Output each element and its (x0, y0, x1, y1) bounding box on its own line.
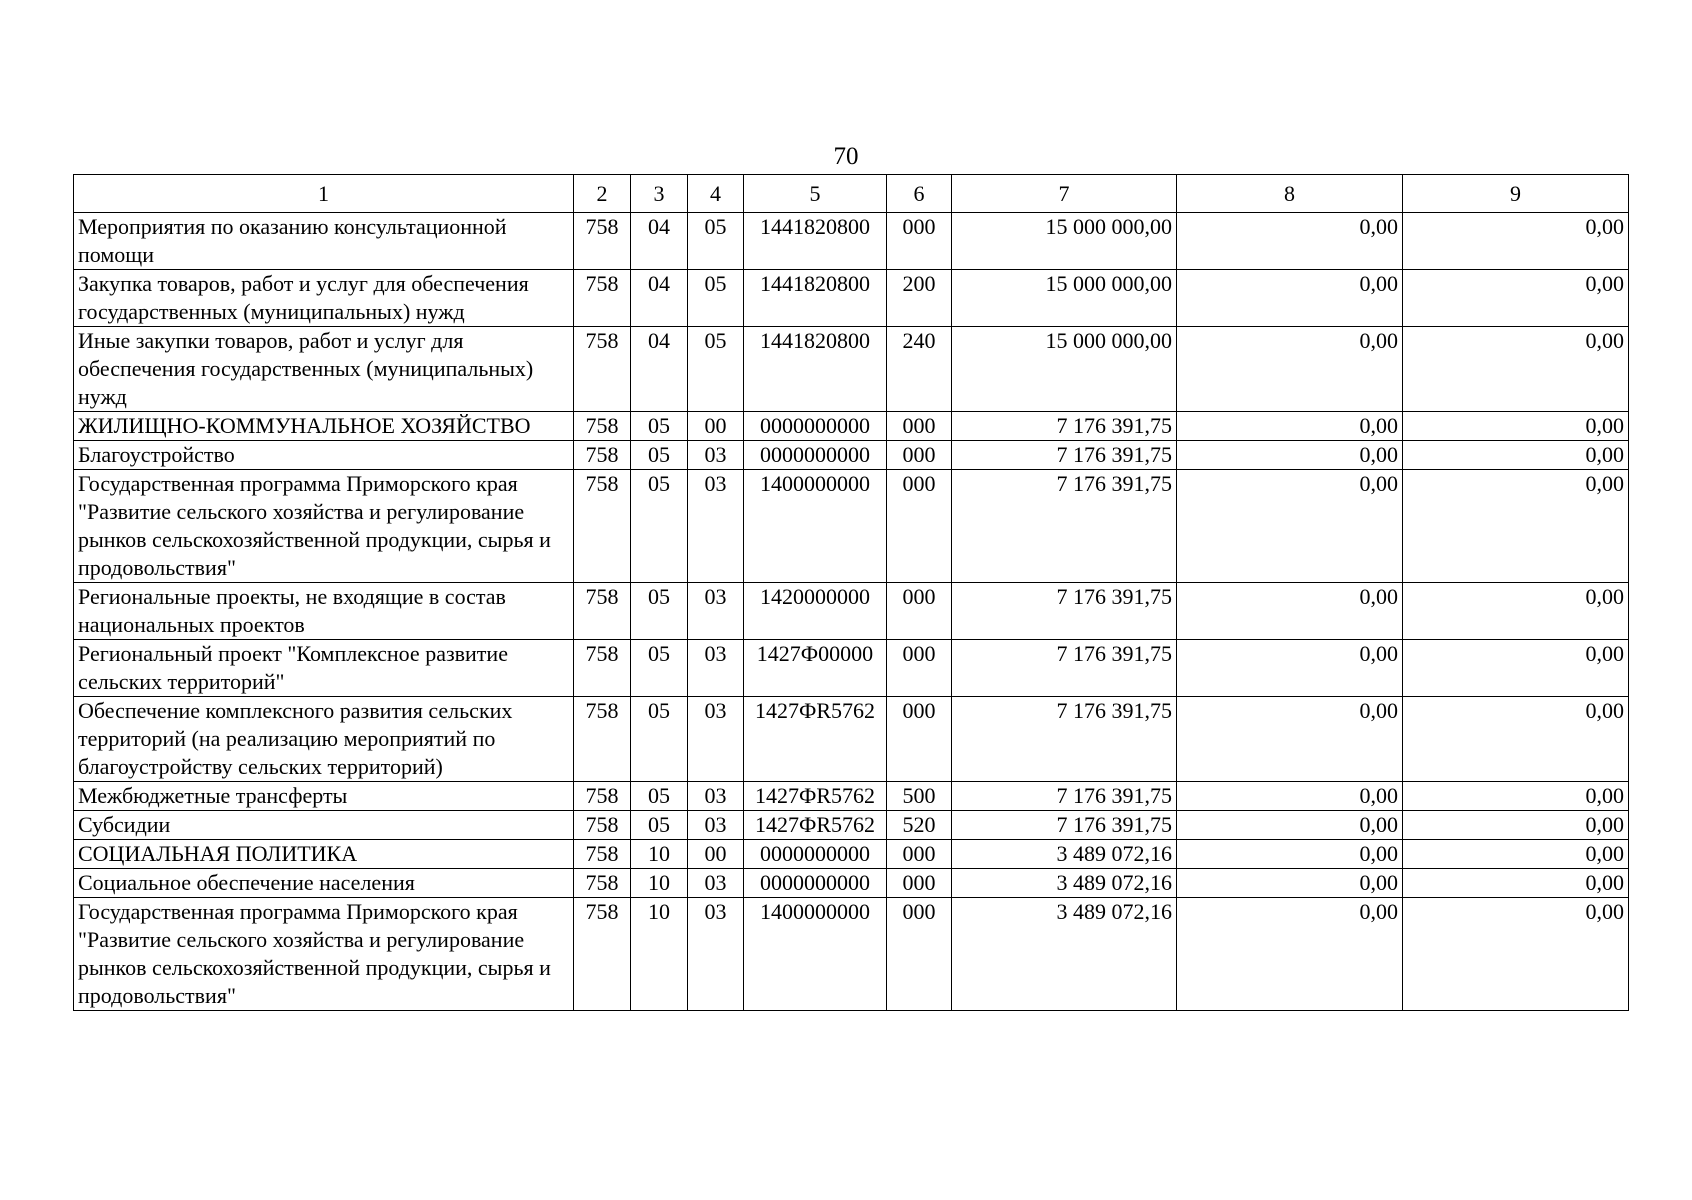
amount-column-9-cell: 0,00 (1403, 441, 1629, 470)
column-header: 9 (1403, 175, 1629, 213)
code-column-2-cell: 758 (574, 840, 631, 869)
table-row (74, 840, 1629, 869)
code-column-3-cell: 10 (631, 898, 688, 1011)
code-column-4-cell: 03 (688, 811, 744, 840)
code-column-4-cell: 00 (688, 412, 744, 441)
amount-column-7-cell: 3 489 072,16 (952, 869, 1177, 898)
page-number: 70 (833, 143, 859, 170)
amount-column-7-cell: 7 176 391,75 (952, 470, 1177, 583)
code-column-6-cell: 000 (887, 869, 952, 898)
table-row (74, 811, 1629, 840)
amount-column-8-cell: 0,00 (1177, 811, 1403, 840)
code-column-6-cell: 240 (887, 327, 952, 412)
amount-column-7-cell: 7 176 391,75 (952, 412, 1177, 441)
table-row (74, 412, 1629, 441)
row-name-cell: Региональные проекты, не входящие в состав национальных проектов (74, 583, 574, 640)
budget-table (73, 174, 1629, 1011)
code-column-5-cell: 1441820800 (744, 327, 887, 412)
code-column-5-cell: 1400000000 (744, 470, 887, 583)
amount-column-9-cell: 0,00 (1403, 640, 1629, 697)
code-column-2-cell: 758 (574, 470, 631, 583)
code-column-4-cell: 03 (688, 869, 744, 898)
amount-column-8-cell: 0,00 (1177, 327, 1403, 412)
column-header: 8 (1177, 175, 1403, 213)
code-column-3-cell: 05 (631, 782, 688, 811)
code-column-2-cell: 758 (574, 869, 631, 898)
amount-column-7-cell: 7 176 391,75 (952, 640, 1177, 697)
code-column-6-cell: 000 (887, 412, 952, 441)
amount-column-8-cell: 0,00 (1177, 869, 1403, 898)
amount-column-8-cell: 0,00 (1177, 697, 1403, 782)
column-header: 2 (574, 175, 631, 213)
amount-column-7-cell: 15 000 000,00 (952, 213, 1177, 270)
amount-column-8-cell: 0,00 (1177, 640, 1403, 697)
code-column-3-cell: 04 (631, 213, 688, 270)
table-row (74, 470, 1629, 583)
column-header: 4 (688, 175, 744, 213)
row-name-cell: Благоустройство (74, 441, 574, 470)
amount-column-8-cell: 0,00 (1177, 470, 1403, 583)
header-row (74, 175, 1629, 213)
code-column-4-cell: 03 (688, 583, 744, 640)
amount-column-8-cell: 0,00 (1177, 840, 1403, 869)
code-column-6-cell: 000 (887, 697, 952, 782)
code-column-3-cell: 05 (631, 441, 688, 470)
column-header: 5 (744, 175, 887, 213)
code-column-2-cell: 758 (574, 213, 631, 270)
table-row (74, 898, 1629, 1011)
row-name-cell: Государственная программа Приморского края "Развитие сельского хозяйства и регулирование рынков сельскохозяйственной продукции, сырья и продовольствия" (74, 470, 574, 583)
code-column-5-cell: 1427ФR5762 (744, 697, 887, 782)
amount-column-9-cell: 0,00 (1403, 270, 1629, 327)
amount-column-8-cell: 0,00 (1177, 270, 1403, 327)
amount-column-9-cell: 0,00 (1403, 697, 1629, 782)
code-column-3-cell: 05 (631, 697, 688, 782)
code-column-6-cell: 500 (887, 782, 952, 811)
amount-column-7-cell: 15 000 000,00 (952, 327, 1177, 412)
amount-column-8-cell: 0,00 (1177, 412, 1403, 441)
code-column-5-cell: 0000000000 (744, 869, 887, 898)
amount-column-9-cell: 0,00 (1403, 898, 1629, 1011)
amount-column-9-cell: 0,00 (1403, 470, 1629, 583)
code-column-4-cell: 03 (688, 441, 744, 470)
code-column-4-cell: 03 (688, 782, 744, 811)
code-column-5-cell: 1441820800 (744, 213, 887, 270)
row-name-cell: Закупка товаров, работ и услуг для обеспечения государственных (муниципальных) нужд (74, 270, 574, 327)
table-row (74, 213, 1629, 270)
table-row (74, 583, 1629, 640)
table-row (74, 441, 1629, 470)
amount-column-9-cell: 0,00 (1403, 583, 1629, 640)
code-column-4-cell: 03 (688, 640, 744, 697)
code-column-2-cell: 758 (574, 898, 631, 1011)
table-row (74, 640, 1629, 697)
amount-column-9-cell: 0,00 (1403, 811, 1629, 840)
code-column-3-cell: 05 (631, 583, 688, 640)
row-name-cell: Иные закупки товаров, работ и услуг для обеспечения государственных (муниципальных) нужд (74, 327, 574, 412)
row-name-cell: Субсидии (74, 811, 574, 840)
code-column-6-cell: 000 (887, 840, 952, 869)
code-column-4-cell: 03 (688, 697, 744, 782)
code-column-3-cell: 10 (631, 840, 688, 869)
code-column-5-cell: 0000000000 (744, 441, 887, 470)
amount-column-7-cell: 3 489 072,16 (952, 840, 1177, 869)
row-name-cell: Региональный проект "Комплексное развитие сельских территорий" (74, 640, 574, 697)
row-name-cell: Социальное обеспечение населения (74, 869, 574, 898)
code-column-6-cell: 000 (887, 898, 952, 1011)
column-header: 7 (952, 175, 1177, 213)
code-column-5-cell: 0000000000 (744, 840, 887, 869)
amount-column-7-cell: 7 176 391,75 (952, 697, 1177, 782)
code-column-2-cell: 758 (574, 782, 631, 811)
code-column-5-cell: 1427ФR5762 (744, 811, 887, 840)
code-column-4-cell: 05 (688, 213, 744, 270)
code-column-5-cell: 1400000000 (744, 898, 887, 1011)
code-column-2-cell: 758 (574, 640, 631, 697)
code-column-3-cell: 04 (631, 327, 688, 412)
amount-column-9-cell: 0,00 (1403, 782, 1629, 811)
row-name-cell: Межбюджетные трансферты (74, 782, 574, 811)
row-name-cell: ЖИЛИЩНО-КОММУНАЛЬНОЕ ХОЗЯЙСТВО (74, 412, 574, 441)
amount-column-7-cell: 15 000 000,00 (952, 270, 1177, 327)
code-column-3-cell: 10 (631, 869, 688, 898)
code-column-6-cell: 000 (887, 470, 952, 583)
column-header: 3 (631, 175, 688, 213)
code-column-2-cell: 758 (574, 811, 631, 840)
code-column-6-cell: 000 (887, 213, 952, 270)
code-column-2-cell: 758 (574, 583, 631, 640)
code-column-5-cell: 0000000000 (744, 412, 887, 441)
amount-column-7-cell: 7 176 391,75 (952, 811, 1177, 840)
table-row (74, 782, 1629, 811)
code-column-4-cell: 00 (688, 840, 744, 869)
row-name-cell: Мероприятия по оказанию консультационной помощи (74, 213, 574, 270)
code-column-4-cell: 05 (688, 270, 744, 327)
table-row (74, 327, 1629, 412)
code-column-6-cell: 200 (887, 270, 952, 327)
code-column-2-cell: 758 (574, 412, 631, 441)
code-column-2-cell: 758 (574, 697, 631, 782)
table-row (74, 697, 1629, 782)
code-column-3-cell: 05 (631, 412, 688, 441)
code-column-6-cell: 520 (887, 811, 952, 840)
amount-column-8-cell: 0,00 (1177, 782, 1403, 811)
code-column-2-cell: 758 (574, 327, 631, 412)
code-column-5-cell: 1427Ф00000 (744, 640, 887, 697)
code-column-4-cell: 05 (688, 327, 744, 412)
code-column-5-cell: 1427ФR5762 (744, 782, 887, 811)
row-name-cell: Обеспечение комплексного развития сельских территорий (на реализацию мероприятий по благоустройству сельских территорий) (74, 697, 574, 782)
amount-column-7-cell: 7 176 391,75 (952, 782, 1177, 811)
row-name-cell: СОЦИАЛЬНАЯ ПОЛИТИКА (74, 840, 574, 869)
amount-column-8-cell: 0,00 (1177, 441, 1403, 470)
code-column-3-cell: 04 (631, 270, 688, 327)
code-column-4-cell: 03 (688, 470, 744, 583)
amount-column-7-cell: 7 176 391,75 (952, 441, 1177, 470)
column-header: 6 (887, 175, 952, 213)
amount-column-9-cell: 0,00 (1403, 412, 1629, 441)
amount-column-7-cell: 3 489 072,16 (952, 898, 1177, 1011)
amount-column-9-cell: 0,00 (1403, 327, 1629, 412)
code-column-6-cell: 000 (887, 640, 952, 697)
table-row (74, 869, 1629, 898)
row-name-cell: Государственная программа Приморского края "Развитие сельского хозяйства и регулирование рынков сельскохозяйственной продукции, сырья и продовольствия" (74, 898, 574, 1011)
code-column-6-cell: 000 (887, 583, 952, 640)
code-column-4-cell: 03 (688, 898, 744, 1011)
code-column-2-cell: 758 (574, 441, 631, 470)
code-column-5-cell: 1441820800 (744, 270, 887, 327)
amount-column-7-cell: 7 176 391,75 (952, 583, 1177, 640)
amount-column-9-cell: 0,00 (1403, 213, 1629, 270)
amount-column-8-cell: 0,00 (1177, 213, 1403, 270)
amount-column-9-cell: 0,00 (1403, 869, 1629, 898)
amount-column-8-cell: 0,00 (1177, 898, 1403, 1011)
code-column-3-cell: 05 (631, 470, 688, 583)
code-column-3-cell: 05 (631, 811, 688, 840)
code-column-6-cell: 000 (887, 441, 952, 470)
code-column-3-cell: 05 (631, 640, 688, 697)
column-header: 1 (74, 175, 574, 213)
amount-column-9-cell: 0,00 (1403, 840, 1629, 869)
amount-column-8-cell: 0,00 (1177, 583, 1403, 640)
table-row (74, 270, 1629, 327)
code-column-5-cell: 1420000000 (744, 583, 887, 640)
code-column-2-cell: 758 (574, 270, 631, 327)
